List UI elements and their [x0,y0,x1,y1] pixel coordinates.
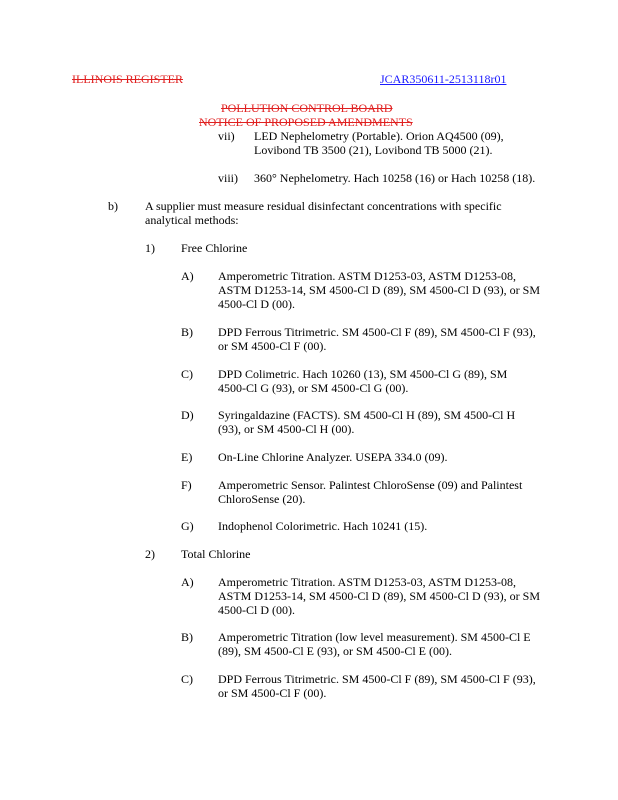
free-item-label-a: A) [181,269,194,283]
free-item-label-e: E) [181,450,193,464]
subsection-2-label: 2) [145,547,155,561]
item-text-vii-line2: Lovibond TB 3500 (21), Lovibond TB 5000 (21). [254,143,493,157]
free-item-b-line1: DPD Ferrous Titrimetric. SM 4500-Cl F (89), SM 4500-Cl F (93), [218,325,536,339]
free-item-b-line2: or SM 4500-Cl F (00). [218,339,327,353]
total-item-a-line3: 4500-Cl D (00). [218,603,295,617]
free-item-label-f: F) [181,478,192,492]
notice-title: NOTICE OF PROPOSED AMENDMENTS [199,115,413,129]
total-item-label-b: B) [181,630,193,644]
free-item-g-line1: Indophenol Colorimetric. Hach 10241 (15). [218,519,428,533]
total-item-b-line2: (89), SM 4500-Cl E (93), or SM 4500-Cl E (00). [218,644,452,658]
total-item-c-line2: or SM 4500-Cl F (00). [218,686,327,700]
free-item-a-line2: ASTM D1253-14, SM 4500-Cl D (89), SM 4500-Cl D (93), or SM [218,283,541,297]
subsection-1-label: 1) [145,241,155,255]
total-item-label-c: C) [181,672,193,686]
free-item-c-line2: 4500-Cl G (93), or SM 4500-Cl G (00). [218,381,409,395]
free-item-label-b: B) [181,325,193,339]
document-id-link[interactable]: JCAR350611-2513118r01 [380,72,507,86]
subsection-2-title: Total Chlorine [181,547,251,561]
item-label-vii: vii) [218,129,235,143]
total-item-a-line1: Amperometric Titration. ASTM D1253-03, ASTM D1253-08, [218,575,517,589]
total-item-label-a: A) [181,575,194,589]
item-label-viii: viii) [218,171,238,185]
item-text-vii-line1: LED Nephelometry (Portable). Orion AQ4500 (09), [254,129,504,143]
free-item-e-line1: On-Line Chlorine Analyzer. USEPA 334.0 (09). [218,450,448,464]
free-item-c-line1: DPD Colimetric. Hach 10260 (13), SM 4500-Cl G (89), SM [218,367,508,381]
total-item-b-line1: Amperometric Titration (low level measurement). SM 4500-Cl E [218,630,531,644]
section-b-label: b) [108,199,118,213]
free-item-d-line2: (93), or SM 4500-Cl H (00). [218,422,355,436]
free-item-d-line1: Syringaldazine (FACTS). SM 4500-Cl H (89), SM 4500-Cl H [218,408,516,422]
item-text-viii: 360° Nephelometry. Hach 10258 (16) or Hach 10258 (18). [254,171,536,185]
total-item-c-line1: DPD Ferrous Titrimetric. SM 4500-Cl F (89), SM 4500-Cl F (93), [218,672,536,686]
subsection-1-title: Free Chlorine [181,241,248,255]
section-b-line2: analytical methods: [145,213,239,227]
free-item-f-line1: Amperometric Sensor. Palintest ChloroSense (09) and Palintest [218,478,523,492]
total-item-a-line2: ASTM D1253-14, SM 4500-Cl D (89), SM 4500-Cl D (93), or SM [218,589,541,603]
free-item-label-c: C) [181,367,193,381]
free-item-label-g: G) [181,519,194,533]
free-item-a-line1: Amperometric Titration. ASTM D1253-03, ASTM D1253-08, [218,269,517,283]
agency-title: POLLUTION CONTROL BOARD [221,101,393,115]
free-item-a-line3: 4500-Cl D (00). [218,297,295,311]
register-title: ILLINOIS REGISTER [72,72,183,86]
free-item-f-line2: ChloroSense (20). [218,492,306,506]
section-b-line1: A supplier must measure residual disinfectant concentrations with specific [145,199,502,213]
free-item-label-d: D) [181,408,194,422]
